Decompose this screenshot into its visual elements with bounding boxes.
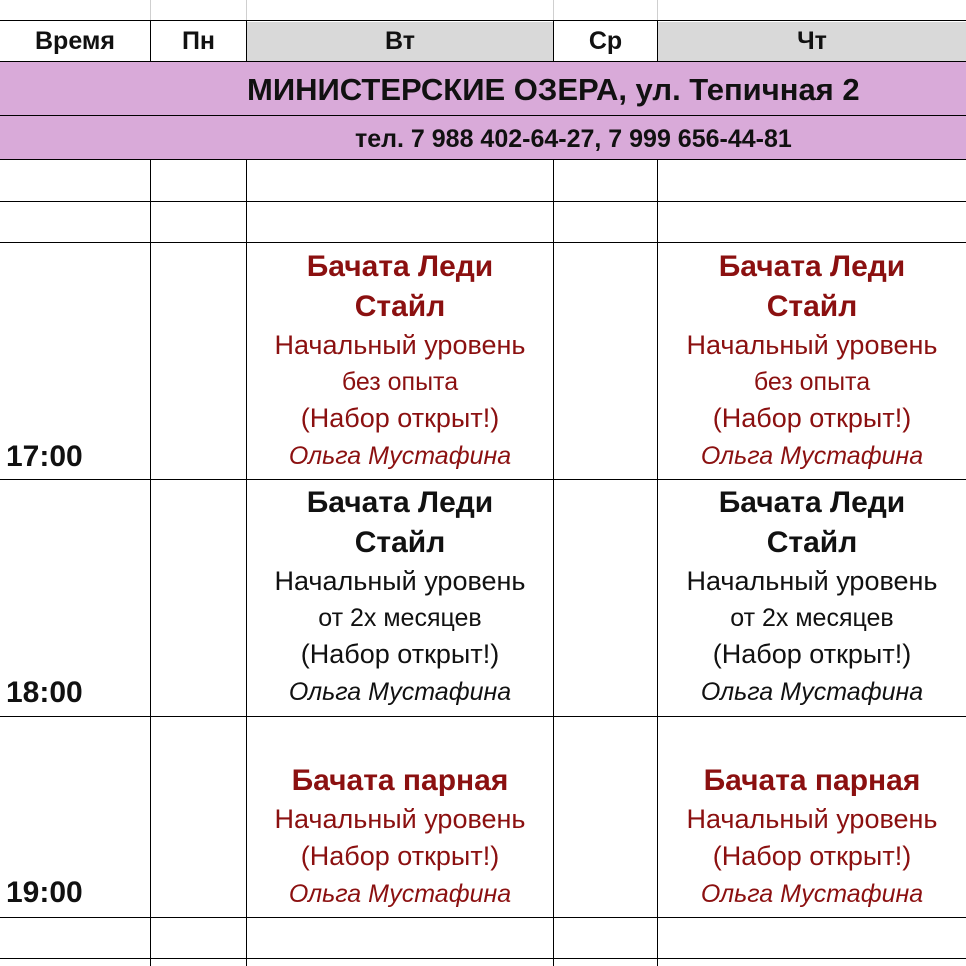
col-header-wed: Ср <box>588 27 623 55</box>
grid-line <box>0 917 966 918</box>
class-cell-tue-1800 <box>247 488 553 705</box>
class-title: Стайл <box>354 290 446 323</box>
grid-line <box>657 20 658 62</box>
class-teacher: Ольга Мустафина <box>288 442 512 470</box>
class-status: (Набор открыт!) <box>300 639 500 669</box>
class-teacher: Ольга Мустафина <box>700 678 924 706</box>
col-header-mon: Пн <box>181 27 216 55</box>
location-phones: тел. 7 988 402-64-27, 7 999 656-44-81 <box>355 125 792 153</box>
class-level: Начальный уровень <box>274 330 526 360</box>
class-cell-tue-1700 <box>247 252 553 469</box>
class-status: (Набор открыт!) <box>300 403 500 433</box>
col-header-tue: Вт <box>247 22 553 61</box>
class-title: Бачата Леди <box>306 486 494 519</box>
grid-line <box>0 201 966 202</box>
class-title: Бачата парная <box>291 764 509 797</box>
location-title-band <box>0 62 966 115</box>
class-level: Начальный уровень <box>274 804 526 834</box>
class-experience: от 2х месяцев <box>318 604 482 632</box>
class-teacher: Ольга Мустафина <box>700 442 924 470</box>
col-header-thu: Чт <box>658 22 966 61</box>
class-teacher: Ольга Мустафина <box>288 678 512 706</box>
class-teacher: Ольга Мустафина <box>700 880 924 908</box>
class-teacher: Ольга Мустафина <box>288 880 512 908</box>
grid-line <box>0 958 966 959</box>
grid-line <box>0 716 966 717</box>
class-cell-thu-1700 <box>658 252 966 469</box>
time-label-1800: 18:00 <box>6 676 83 709</box>
grid-line <box>246 0 247 20</box>
location-phone-band <box>0 116 966 159</box>
col-header-time: Время <box>35 27 115 55</box>
time-label-1700: 17:00 <box>6 440 83 473</box>
class-title: Стайл <box>354 526 446 559</box>
class-level: Начальный уровень <box>686 566 938 596</box>
grid-line <box>246 20 247 62</box>
class-cell-thu-1800 <box>658 488 966 705</box>
class-status: (Набор открыт!) <box>712 841 912 871</box>
grid-line <box>553 0 554 20</box>
class-status: (Набор открыт!) <box>712 639 912 669</box>
class-level: Начальный уровень <box>686 804 938 834</box>
class-title: Бачата Леди <box>718 250 906 283</box>
class-title: Бачата Леди <box>306 250 494 283</box>
class-status: (Набор открыт!) <box>300 841 500 871</box>
grid-line <box>150 0 151 20</box>
grid-line <box>0 115 966 116</box>
class-experience: без опыта <box>341 368 459 396</box>
location-title: МИНИСТЕРСКИЕ ОЗЕРА, ул. Тепичная 2 <box>247 72 860 107</box>
grid-line <box>553 159 554 966</box>
grid-line <box>150 20 151 62</box>
grid-line <box>0 61 966 62</box>
grid-line <box>0 479 966 480</box>
grid-line <box>0 242 966 243</box>
class-level: Начальный уровень <box>274 566 526 596</box>
class-experience: от 2х месяцев <box>730 604 894 632</box>
grid-line <box>553 20 554 62</box>
class-experience: без опыта <box>753 368 871 396</box>
class-title: Стайл <box>766 290 858 323</box>
class-title: Бачата парная <box>703 764 921 797</box>
class-title: Бачата Леди <box>718 486 906 519</box>
class-level: Начальный уровень <box>686 330 938 360</box>
grid-line <box>657 0 658 20</box>
grid-line <box>0 20 966 21</box>
grid-line <box>0 159 966 160</box>
class-cell-tue-1900 <box>247 766 553 907</box>
class-cell-thu-1900 <box>658 766 966 907</box>
class-title: Стайл <box>766 526 858 559</box>
time-label-1900: 19:00 <box>6 876 83 909</box>
grid-line <box>150 159 151 966</box>
class-status: (Набор открыт!) <box>712 403 912 433</box>
